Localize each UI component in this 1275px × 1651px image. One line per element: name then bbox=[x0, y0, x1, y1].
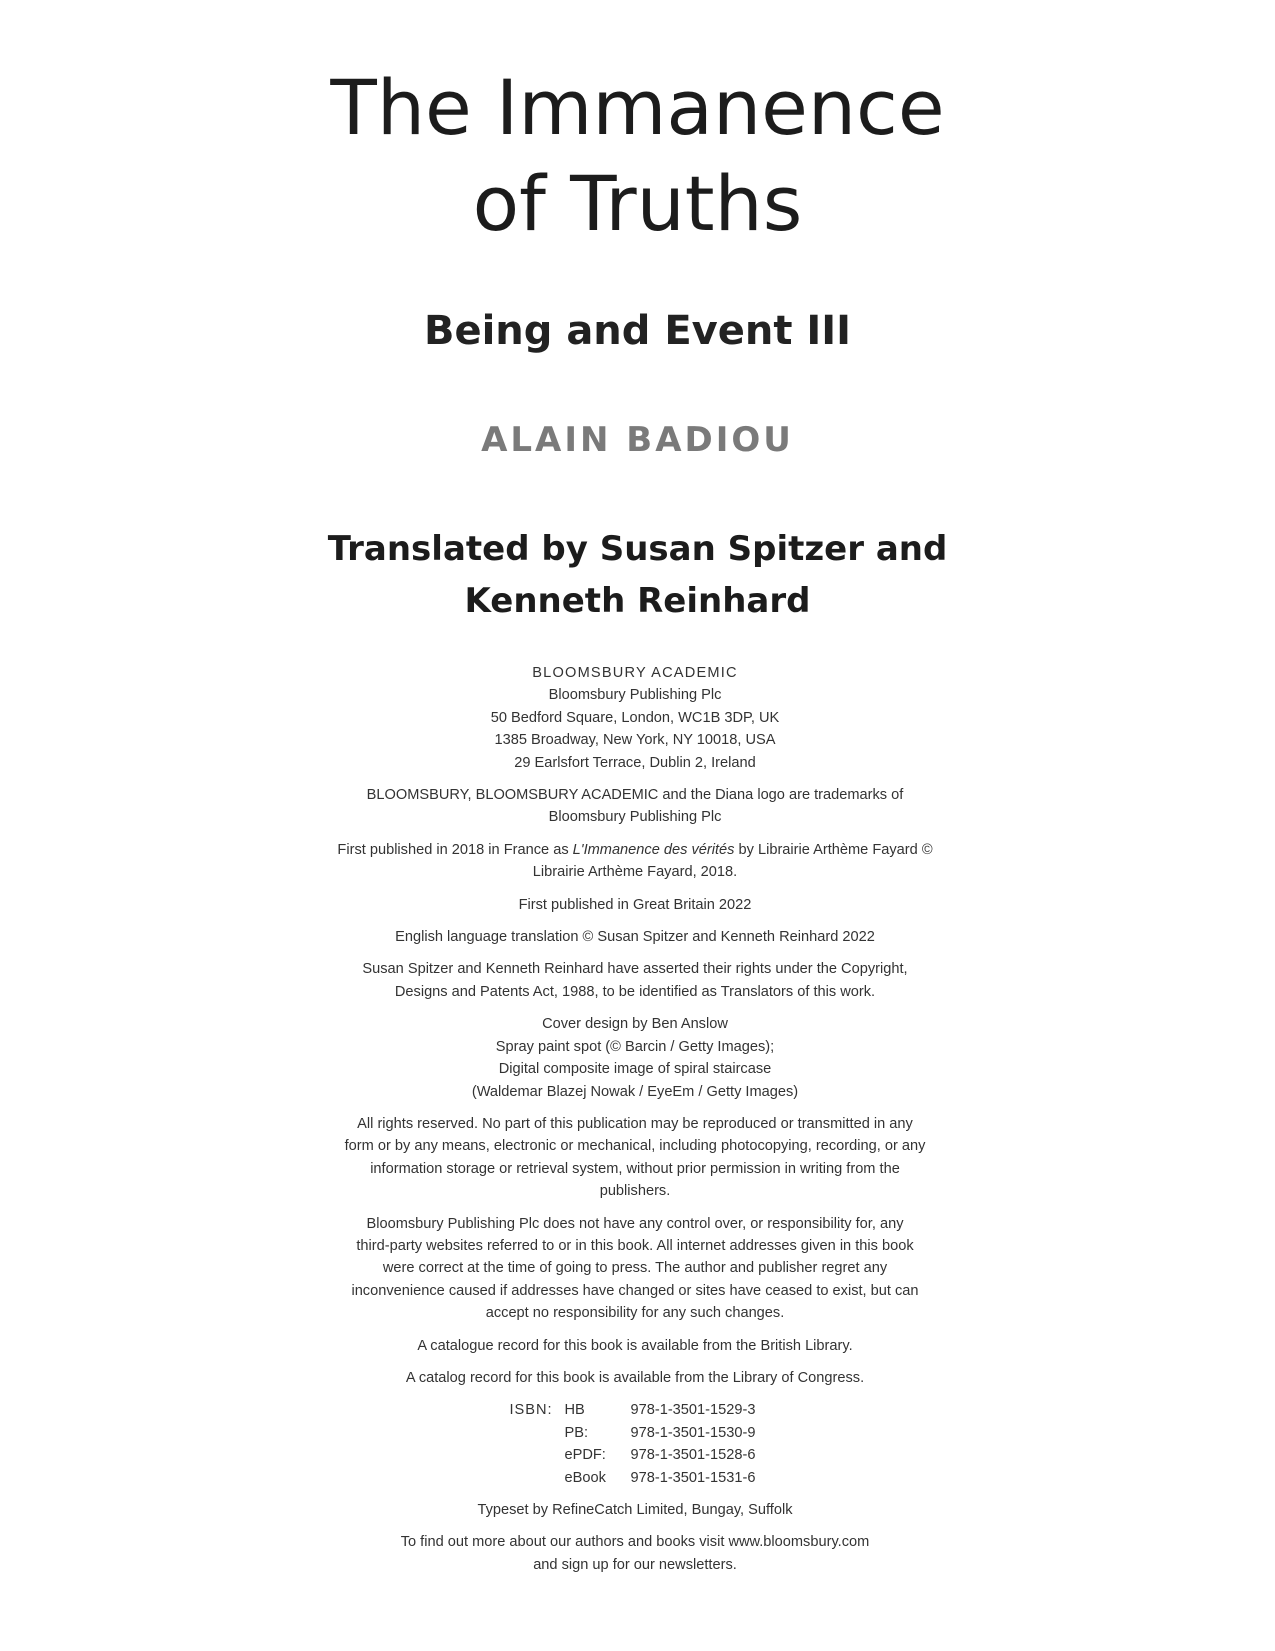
isbn-number: 978-1-3501-1528-6 bbox=[630, 1447, 756, 1464]
publisher-address-line: 50 Bedford Square, London, WC1B 3DP, UK bbox=[490, 709, 780, 726]
all-rights-line: information storage or retrieval system, without prior permission in writing from the bbox=[370, 1160, 900, 1177]
isbn-format: HB bbox=[564, 1402, 585, 1419]
isbn-row bbox=[565, 1467, 761, 1489]
translator-credit bbox=[0, 523, 1275, 627]
rights-asserted-notice bbox=[290, 958, 980, 1003]
translator-line: Kenneth Reinhard bbox=[464, 581, 811, 621]
rights-asserted-line: Designs and Patents Act, 1988, to be identified as Translators of this work. bbox=[394, 983, 876, 1000]
translator-line: Translated by Susan Spitzer and bbox=[327, 529, 948, 569]
find-out-more-line: To find out more about our authors and books visit www.bloomsbury.com bbox=[400, 1534, 870, 1551]
isbn-number: 978-1-3501-1530-9 bbox=[630, 1424, 756, 1441]
isbn-number: 978-1-3501-1529-3 bbox=[630, 1402, 756, 1419]
first-published-suffix: by Librairie Arthème Fayard © bbox=[734, 841, 933, 858]
isbn-list bbox=[565, 1399, 761, 1489]
imprint-section bbox=[290, 662, 980, 1586]
all-rights-line: publishers. bbox=[599, 1183, 671, 1200]
isbn-row bbox=[565, 1399, 761, 1421]
find-out-more-line: and sign up for our newsletters. bbox=[533, 1556, 737, 1573]
cover-credit-line: Spray paint spot (© Barcin / Getty Images); bbox=[495, 1038, 775, 1055]
isbn-row bbox=[565, 1422, 761, 1444]
all-rights-reserved bbox=[290, 1113, 980, 1203]
website-disclaimer bbox=[290, 1213, 980, 1325]
original-title: L'Immanence des vérités bbox=[572, 841, 735, 858]
typeset-credit: Typeset by RefineCatch Limited, Bungay, Suffolk bbox=[477, 1502, 793, 1518]
publisher-company: Bloomsbury Publishing Plc bbox=[548, 687, 722, 704]
cover-credit-line: (Waldemar Blazej Nowak / EyeEm / Getty Images) bbox=[471, 1083, 799, 1100]
isbn-format: eBook bbox=[564, 1469, 606, 1486]
disclaimer-line: inconvenience caused if addresses have changed or sites have ceased to exist, but can bbox=[351, 1282, 919, 1299]
isbn-block bbox=[290, 1399, 980, 1489]
disclaimer-line: Bloomsbury Publishing Plc does not have any control over, or responsibility for, any bbox=[366, 1215, 904, 1232]
translation-copyright: English language translation © Susan Spitzer and Kenneth Reinhard 2022 bbox=[395, 929, 875, 946]
all-rights-line: All rights reserved. No part of this publication may be reproduced or transmitted in any bbox=[357, 1115, 913, 1132]
isbn-format: PB: bbox=[564, 1424, 589, 1441]
disclaimer-line: were correct at the time of going to press. The author and publisher regret any bbox=[382, 1260, 888, 1277]
gb-published-notice: First published in Great Britain 2022 bbox=[518, 896, 752, 913]
isbn-label: ISBN: bbox=[509, 1402, 553, 1419]
trademark-line: BLOOMSBURY, BLOOMSBURY ACADEMIC and the Diana logo are trademarks of bbox=[366, 787, 904, 804]
isbn-row bbox=[565, 1444, 761, 1466]
book-title-line: The Immanence bbox=[330, 63, 945, 152]
catalog-record-us: A catalog record for this book is available from the Library of Congress. bbox=[405, 1369, 865, 1386]
trademark-notice bbox=[290, 784, 980, 829]
rights-asserted-line: Susan Spitzer and Kenneth Reinhard have asserted their rights under the Copyright, bbox=[362, 961, 908, 978]
first-published-line-2: Librairie Arthème Fayard, 2018. bbox=[532, 864, 738, 881]
book-title bbox=[0, 60, 1275, 252]
find-out-more bbox=[290, 1531, 980, 1576]
author-name: ALAIN BADIOU bbox=[481, 420, 794, 460]
isbn-format: ePDF: bbox=[564, 1447, 606, 1464]
publisher-block bbox=[290, 662, 980, 774]
first-published-line bbox=[290, 839, 980, 861]
book-subtitle: Being and Event III bbox=[423, 308, 852, 354]
publisher-address-line: 29 Earlsfort Terrace, Dublin 2, Ireland bbox=[514, 754, 756, 771]
catalogue-record-uk: A catalogue record for this book is available from the British Library. bbox=[417, 1337, 853, 1354]
publisher-name: BLOOMSBURY ACADEMIC bbox=[532, 665, 738, 681]
first-published-prefix: First published in 2018 in France as bbox=[337, 841, 573, 858]
disclaimer-line: third-party websites referred to or in this book. All internet addresses given in this book bbox=[356, 1237, 914, 1254]
cover-credits bbox=[290, 1013, 980, 1103]
all-rights-line: form or by any means, electronic or mechanical, including photocopying, recording, or any bbox=[344, 1138, 926, 1155]
isbn-number: 978-1-3501-1531-6 bbox=[630, 1469, 756, 1486]
cover-credit-line: Cover design by Ben Anslow bbox=[542, 1016, 728, 1033]
publisher-address-line: 1385 Broadway, New York, NY 10018, USA bbox=[494, 732, 776, 749]
book-title-line: of Truths bbox=[472, 159, 803, 248]
cover-credit-line: Digital composite image of spiral staircase bbox=[498, 1061, 772, 1078]
first-published-notice bbox=[290, 839, 980, 884]
disclaimer-line: accept no responsibility for any such changes. bbox=[485, 1305, 785, 1322]
trademark-line: Bloomsbury Publishing Plc bbox=[548, 809, 722, 826]
